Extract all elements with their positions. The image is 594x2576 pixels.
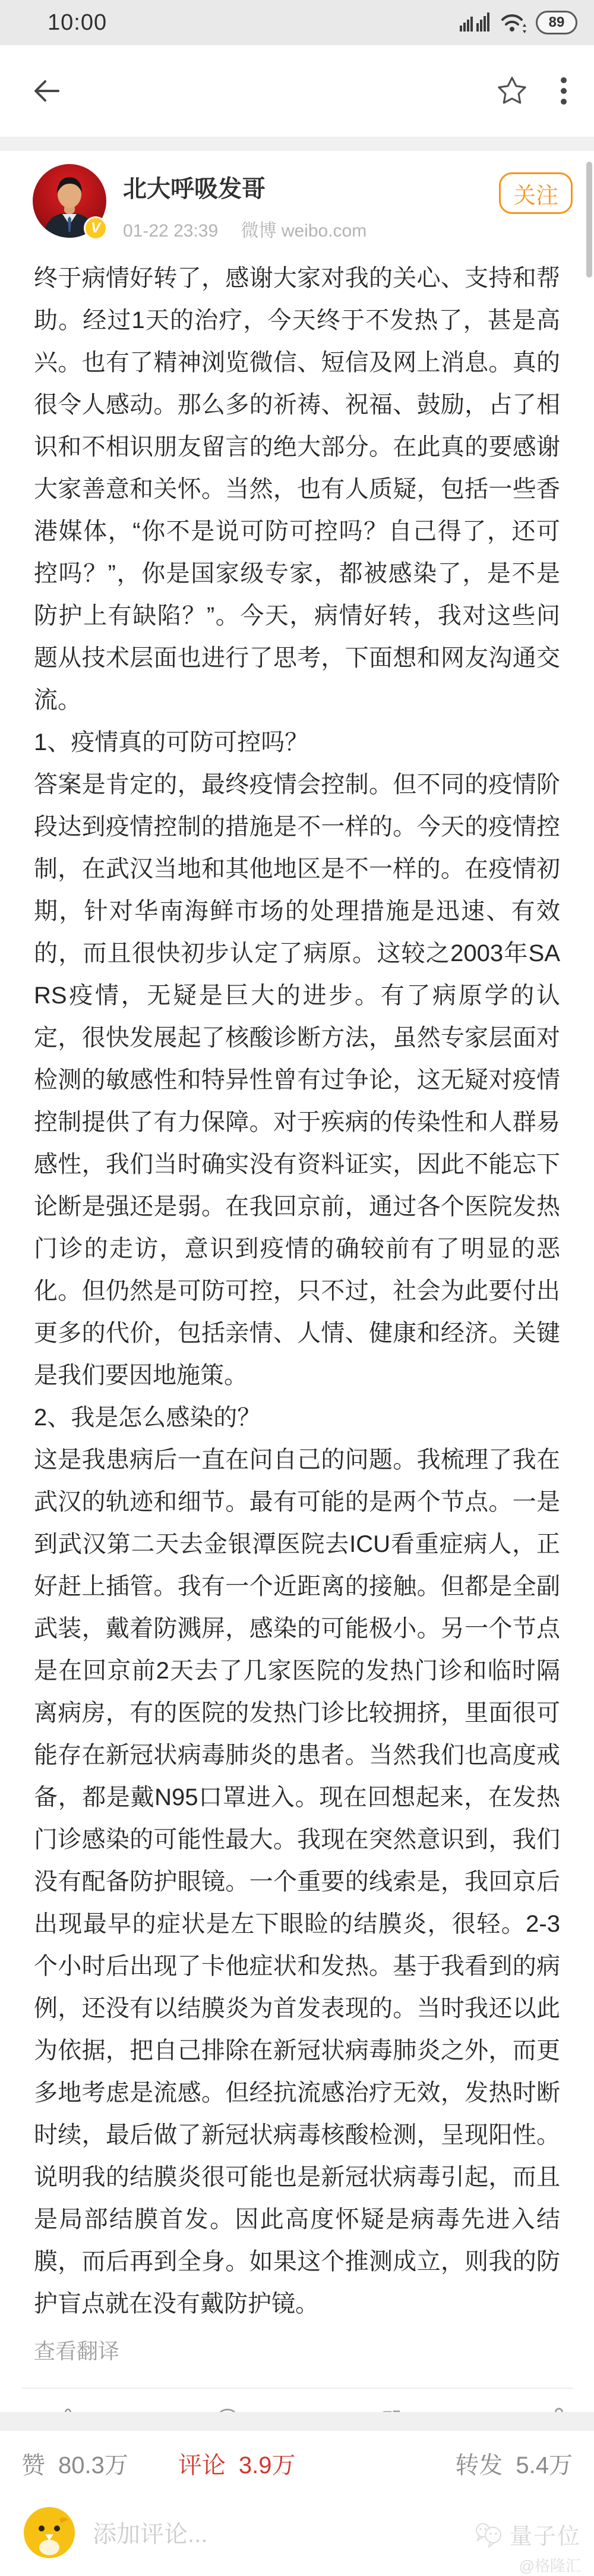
author-avatar[interactable] <box>33 164 106 238</box>
status-bar <box>0 0 594 45</box>
post-paragraph: 终于病情好转了，感谢大家对我的关心、支持和帮助。经过1天的治疗，今天终于不发热了，甚是高兴。也有了精神浏览微信、短信及网上消息。真的很令人感动。那么多的祈祷、祝福、鼓励，占了相识和不相识朋友留言的绝大部分。在此真的要感谢大家善意和关怀。当然，也有人质疑，包括一些香港媒体，“你不是说可防可控吗？自己得了，还可控吗？”，你是国家级专家，都被感染了，是不是防护上有缺陷？”。今天，病情好转，我对这些问题从技术层面也进行了思考，下面想和网友沟通交流。 <box>34 265 560 713</box>
post-timestamp: 01-22 23:39 <box>123 221 219 241</box>
post-body-text <box>34 257 560 2325</box>
status-icons <box>460 10 577 35</box>
clock-time: 10:00 <box>48 10 108 35</box>
post-section-heading: 2、我是怎么感染的？ <box>34 1404 261 1431</box>
stats-bar <box>0 2431 594 2495</box>
author-name[interactable]: 北大呼吸发哥 <box>123 176 266 202</box>
author-row <box>0 151 594 242</box>
view-translation-link[interactable]: 查看翻译 <box>34 2339 120 2363</box>
verified-badge-icon: V <box>84 216 108 240</box>
back-arrow-icon[interactable] <box>29 74 62 108</box>
post-paragraph: 这是我患病后一直在问自己的问题。我梳理了我在武汉的轨迹和细节。最有可能的是两个节点。一是到武汉第二天去金银潭医院去ICU看重症病人，正好赶上插管。我有一个近距离的接触。但都是全副武装，戴着防溅屏，感染的可能极小。另一个节点是在回京前2天去了几家医院的发热门诊和临时隔离病房，有的医院的发热门诊比较拥挤，里面很可能存在新冠状病毒肺炎的患者。当然我们也高度戒备，都是戴N95口罩进入。现在回想起来，在发热门诊感染的可能性最大。我现在突然意识到，我们没有配备防护眼镜。一个重要的线索是，我回京后出现最早的症状是左下眼睑的结膜炎，很轻。2-3个小时后出现了卡他症状和发热。基于我看到的病例，还没有以结膜炎为首发表现的。当时我还以此为依据，把自己排除在新冠状病毒肺炎之外，而更多地考虑是流感。但经抗流感治疗无效，发热时断时续，最后做了新冠状病毒核酸检测，呈现阳性。说明我的结膜炎很可能也是新冠状病毒引起，而且是局部结膜首发。因此高度怀疑是病毒先进入结膜，而后再到全身。如果这个推测成立，则我的防护盲点就在没有戴防护镜。 <box>34 1447 560 2317</box>
watermark-name: 量子位 <box>509 2524 581 2549</box>
post-section-heading: 1、疫情真的可防可控吗？ <box>34 729 309 755</box>
like-stat[interactable] <box>21 2446 128 2480</box>
battery-percent: 89 <box>548 14 565 30</box>
repost-count: 5.4万 <box>516 2452 573 2479</box>
section-divider <box>0 137 594 151</box>
comment-stat[interactable] <box>178 2446 296 2480</box>
star-favorite-icon[interactable] <box>495 74 529 108</box>
nav-bar <box>0 45 594 137</box>
like-label: 赞 <box>21 2452 45 2479</box>
post-card <box>0 151 594 2446</box>
more-vertical-icon[interactable] <box>560 74 568 108</box>
signal-strength-icon <box>460 10 491 35</box>
scrollbar-thumb[interactable] <box>586 162 592 278</box>
watermark <box>474 2518 581 2576</box>
follow-button[interactable]: 关注 <box>499 172 573 214</box>
repost-stat[interactable] <box>455 2446 573 2480</box>
user-avatar-chick <box>24 2507 75 2558</box>
post-source: 微博 weibo.com <box>241 221 367 241</box>
bottom-separator <box>0 2412 594 2431</box>
post-paragraph: 答案是肯定的，最终疫情会控制。但不同的疫情阶段达到疫情控制的措施是不一样的。今天的疫情控制，在武汉当地和其他地区是不一样的。在疫情初期，针对华南海鲜市场的处理措施是迅速、有效的，而且很快初步认定了病原。这较之2003年SARS疫情，无疑是巨大的进步。有了病原学的认定，很快发展起了核酸诊断方法，虽然专家层面对检测的敏感性和特异性曾有过争论，这无疑对疫情控制提供了有力保障。对于疾病的传染性和人群易感性，我们当时确实没有资料证实，因此不能忘下论断是强还是弱。在我回京前，通过各个医院发热门诊的走访，意识到疫情的确较前有了明显的恶化。但仍然是可防可控，只不过，社会为此要付出更多的代价，包括亲情、人情、健康和经济。关键是我们要因地施策。 <box>34 771 560 1388</box>
like-count: 80.3万 <box>58 2452 128 2479</box>
add-comment-placeholder[interactable]: 添加评论... <box>93 2521 208 2547</box>
watermark-logo-icon <box>474 2521 505 2548</box>
post-meta <box>123 216 366 242</box>
repost-label: 转发 <box>455 2452 503 2479</box>
comment-count: 3.9万 <box>238 2452 296 2479</box>
comment-label: 评论 <box>178 2452 226 2479</box>
wifi-icon <box>499 10 527 35</box>
author-info <box>123 164 366 242</box>
battery-icon <box>536 11 577 34</box>
comment-input-bar[interactable] <box>0 2495 594 2575</box>
watermark-handle: @格隆汇 <box>519 2557 581 2575</box>
